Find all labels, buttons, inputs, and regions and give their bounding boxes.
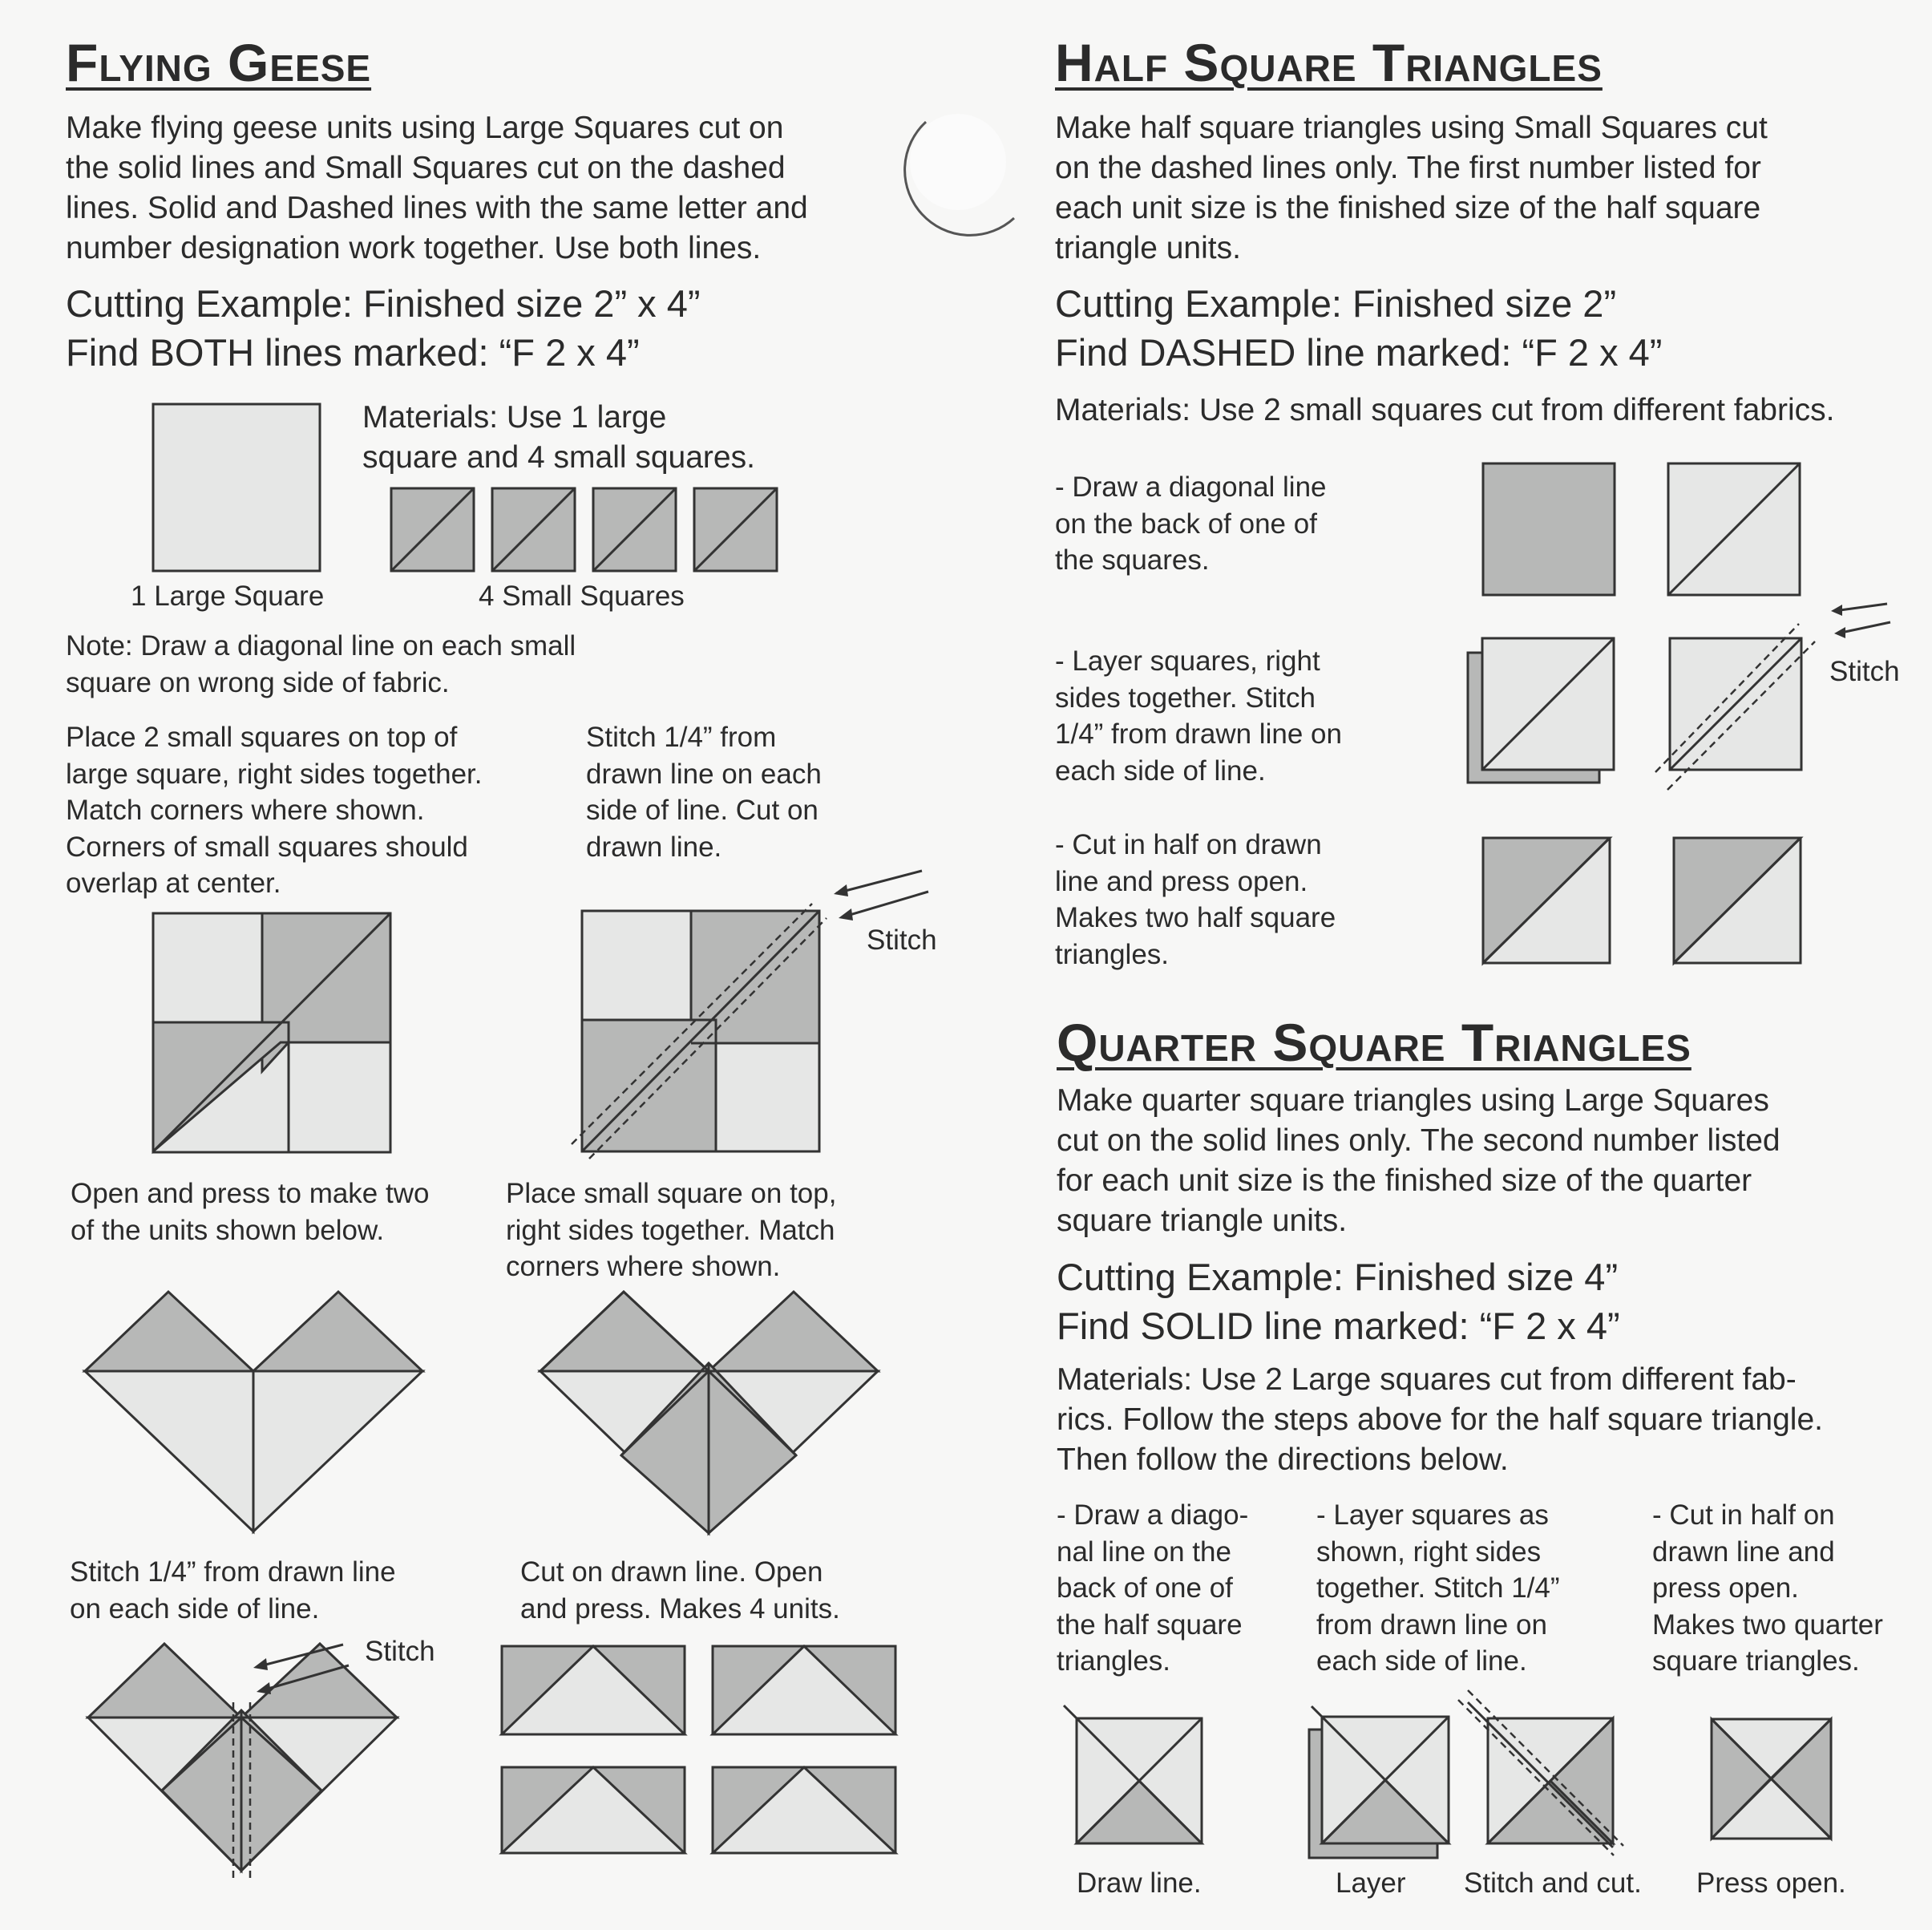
flying-geese-note: Note: Draw a diagonal line on each small square on wrong side of fabric. <box>66 630 576 698</box>
step-stitch-line: Stitch 1/4” from drawn line on each side of line. Cut on drawn line. <box>586 722 822 863</box>
punch-hole-mark <box>902 106 1022 226</box>
qst-caption-press: Press open. <box>1696 1867 1846 1899</box>
stitch-arrows <box>832 864 936 929</box>
hst-step-cut-press: - Cut in half on drawn line and press open. Makes two half square triangles. <box>1055 829 1336 970</box>
large-square-diagram <box>152 403 322 573</box>
stitched-geese-diagram <box>84 1640 401 1880</box>
hst-layered-squares <box>1467 637 1619 786</box>
quarter-square-intro: Make quarter square triangles using Large Squares cut on the solid lines only. The second number listed for each unit size is the finished size of the quarter square triangle units. <box>1057 1083 1780 1238</box>
half-square-cutting-example: Cutting Example: Finished size 2” Find DASHED line marked: “F 2 x 4” <box>1055 282 1663 374</box>
hst-plain-square <box>1482 463 1619 597</box>
qst-step-layer: - Layer squares as shown, right sides together. Stitch 1/4” from drawn line on each side of line. <box>1316 1499 1560 1677</box>
qst-draw-line-square <box>1076 1718 1204 1847</box>
quarter-square-cutting-example: Cutting Example: Finished size 4” Find SOLID line marked: “F 2 x 4” <box>1057 1256 1620 1347</box>
half-square-title: Half Square Triangles <box>1055 33 1603 92</box>
qst-press-open-square <box>1711 1718 1835 1840</box>
qst-caption-stitch: Stitch and cut. <box>1464 1867 1642 1899</box>
hst-result-square-1 <box>1482 837 1619 965</box>
flying-geese-materials: Materials: Use 1 large square and 4 small squares. <box>362 400 755 475</box>
qst-stitch-cut-square <box>1487 1718 1615 1847</box>
hst-step-layer-stitch: - Layer squares, right sides together. Stitch 1/4” from drawn line on each side of line. <box>1055 645 1342 787</box>
small-squares-label: 4 Small Squares <box>479 581 685 612</box>
half-square-materials: Materials: Use 2 small squares cut from different fabrics. <box>1055 393 1835 427</box>
stitch-label-2: Stitch <box>365 1636 435 1667</box>
flying-geese-cutting-example: Cutting Example: Finished size 2” x 4” Find BOTH lines marked: “F 2 x 4” <box>66 282 701 374</box>
qst-caption-draw: Draw line. <box>1077 1867 1202 1899</box>
hst-diagonal-square <box>1667 463 1804 597</box>
flying-geese-intro: Make flying geese units using Large Squares cut on the solid lines and Small Squares cut on the dashed lines. Solid and Dashed lines with the same letter and number designation work together. Use both lines. <box>66 111 808 265</box>
qst-step-draw: - Draw a diago- nal line on the back of one of the half square triangles. <box>1057 1499 1249 1677</box>
quarter-square-materials: Materials: Use 2 Large squares cut from different fab- rics. Follow the steps above for the half square triangle. Then follow the directions below. <box>1057 1362 1823 1477</box>
hst-stitch-arrows <box>1828 600 1892 640</box>
quarter-square-title: Quarter Square Triangles <box>1057 1013 1692 1072</box>
hst-stitched-square <box>1669 637 1805 772</box>
small-squares-diagram <box>390 488 779 574</box>
qst-step-cut: - Cut in half on drawn line and press open. Makes two quarter square triangles. <box>1652 1499 1883 1677</box>
step-open-press: Open and press to make two of the units shown below. <box>71 1178 430 1246</box>
hst-step-draw-line: - Draw a diagonal line on the back of one of the squares. <box>1055 471 1327 576</box>
stitch-label: Stitch <box>867 925 937 956</box>
hst-stitch-label: Stitch <box>1829 656 1900 687</box>
opened-unit-diagram <box>84 1291 425 1536</box>
flying-geese-title: Flying Geese <box>66 33 372 92</box>
hst-result-square-2 <box>1673 837 1809 965</box>
half-square-intro: Make half square triangles using Small Squares cut on the dashed lines only. The first number listed for each unit size is the finished size of the half square triangle units. <box>1055 111 1768 265</box>
stitched-squares-diagram <box>581 910 822 1154</box>
qst-caption-layer: Layer <box>1336 1867 1406 1899</box>
step-place-small-square: Place small square on top, right sides together. Match corners where shown. <box>506 1178 837 1282</box>
step-cut-open: Cut on drawn line. Open and press. Makes 4 units. <box>520 1556 840 1625</box>
squares-layered-diagram <box>152 912 393 1155</box>
stitch-arrows-2 <box>249 1640 353 1704</box>
large-square-label: 1 Large Square <box>131 581 325 612</box>
qst-layer-square <box>1308 1716 1453 1860</box>
finished-geese-units <box>501 1645 898 1854</box>
step-stitch-drawn-line: Stitch 1/4” from drawn line on each side of line. <box>70 1556 396 1625</box>
small-square-on-top-diagram <box>540 1291 880 1540</box>
step-place-squares: Place 2 small squares on top of large square, right sides together. Match corners where shown. Corners of small squares should overlap at center. <box>66 722 483 899</box>
